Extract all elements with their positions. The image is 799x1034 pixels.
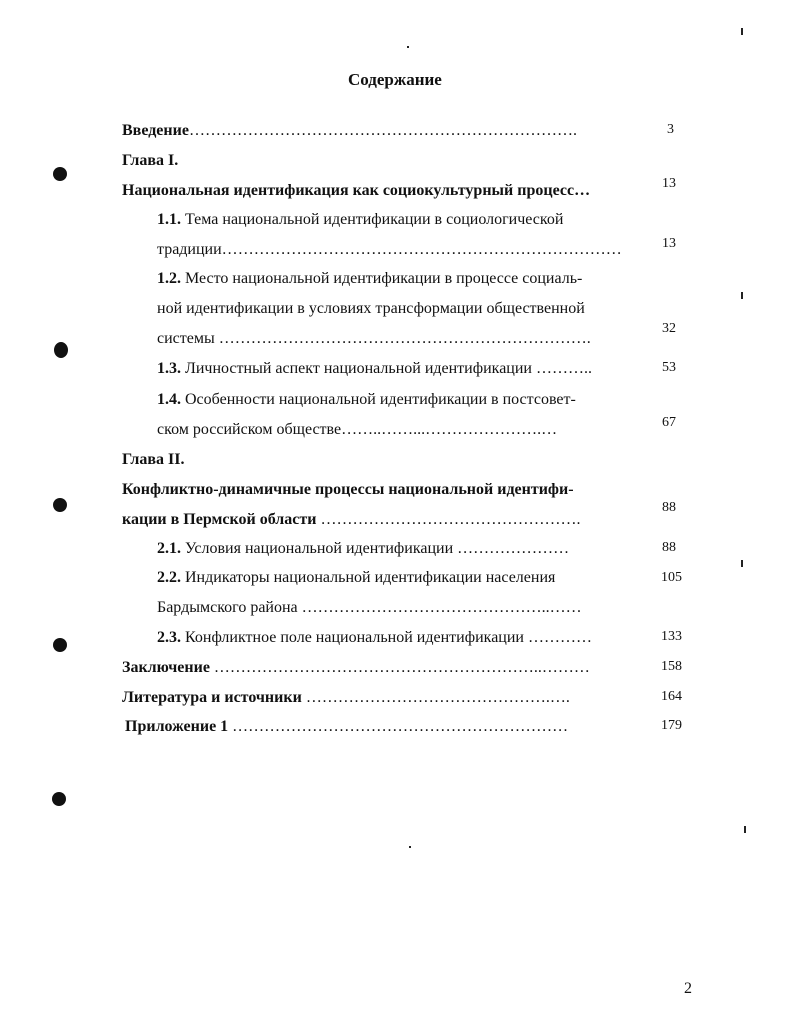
toc-leader: ……………………………………………………..………	[213, 659, 590, 676]
toc-entry-1-4[interactable]	[157, 391, 576, 409]
toc-entry-label: Личностный аспект национальной идентификации	[185, 360, 532, 377]
scan-speck	[741, 560, 743, 567]
toc-entry-label: Индикаторы национальной идентификации населения	[185, 569, 556, 586]
scan-speck	[741, 292, 743, 299]
toc-page-number: 88	[662, 500, 676, 515]
toc-page-number: 32	[662, 321, 676, 336]
toc-leader: ………………………………………..……	[301, 599, 582, 616]
toc-entry-label: Бардымского района	[157, 599, 298, 616]
toc-entry-label: Место национальной идентификации в процессе социаль-	[185, 270, 583, 287]
toc-page-number: 88	[662, 540, 676, 555]
toc-page-number: 67	[662, 415, 676, 430]
toc-entry-label: Особенности национальной идентификации в постсовет-	[185, 391, 576, 408]
toc-leader: ………………………………………………………	[232, 718, 569, 735]
toc-entry-label: традиции…	[157, 241, 238, 258]
page-title: Содержание	[348, 70, 442, 89]
toc-entry-intro[interactable]	[122, 122, 577, 140]
toc-section-number: 1.4.	[157, 391, 181, 408]
toc-entry-appendix[interactable]	[125, 718, 568, 736]
toc-leader: ………………………………………………………………	[237, 241, 622, 258]
toc-entry-continuation	[157, 330, 591, 348]
toc-leader: …………………	[457, 540, 570, 557]
punch-hole	[52, 792, 66, 806]
toc-page-number: 158	[661, 659, 682, 674]
toc-entry-chapter-2[interactable]: Конфликтно-динамичные процессы национальной идентифи-	[122, 481, 574, 498]
toc-entry-label: Конфликтное поле национальной идентификации	[185, 629, 524, 646]
toc-entry-label: Приложение 1	[125, 718, 229, 735]
toc-entry-conclusion[interactable]	[122, 659, 590, 677]
toc-leader: ………………………………………….	[320, 511, 581, 528]
punch-hole	[53, 167, 67, 181]
toc-leader: ………..	[535, 360, 592, 377]
toc-leader: ……..……...………………….…	[341, 421, 558, 438]
toc-entry-1-1[interactable]	[157, 211, 563, 229]
toc-chapter-heading: Глава I.	[122, 152, 179, 169]
toc-leader: …………	[527, 629, 592, 646]
toc-entry-2-1[interactable]	[157, 540, 569, 558]
toc-entry-chapter-1[interactable]: Национальная идентификация как социокультурный процесс…	[122, 182, 591, 199]
punch-hole	[53, 498, 67, 512]
toc-entry-1-3[interactable]	[157, 360, 592, 378]
punch-hole	[53, 638, 67, 652]
toc-section-number: 2.3.	[157, 629, 181, 646]
toc-leader: ……………………………………….….	[305, 689, 570, 706]
toc-entry-2-3[interactable]	[157, 629, 592, 647]
toc-section-number: 2.2.	[157, 569, 181, 586]
toc-page-number: 164	[661, 689, 682, 704]
toc-page-number: 179	[661, 718, 682, 733]
toc-entry-label: ском российском обществе	[157, 421, 342, 438]
toc-entry-continuation	[157, 599, 582, 617]
toc-leader: ……………………………………………………………….	[188, 122, 577, 139]
toc-entry-label: кации в Пермской области	[122, 511, 317, 528]
toc-entry-label: Литература и источники	[122, 689, 302, 706]
toc-page-number: 3	[667, 122, 674, 137]
toc-entry-label: Тема национальной идентификации в социологической	[185, 211, 564, 228]
toc-page-number: 53	[662, 360, 676, 375]
toc-entry-label: Условия национальной идентификации	[185, 540, 454, 557]
toc-section-number: 1.2.	[157, 270, 181, 287]
toc-page-number: 105	[661, 570, 682, 585]
scan-speck	[407, 46, 409, 48]
toc-section-number: 1.1.	[157, 211, 181, 228]
toc-page-number: 13	[662, 176, 676, 191]
toc-entry-continuation	[157, 241, 622, 259]
toc-entry-2-2[interactable]	[157, 569, 555, 587]
scan-speck	[741, 28, 743, 35]
toc-page-number: 13	[662, 236, 676, 251]
toc-leader: …………………………………………………………….	[218, 330, 591, 347]
toc-entry-continuation: ной идентификации в условиях трансформации общественной	[157, 300, 585, 317]
page-number: 2	[684, 980, 692, 997]
toc-entry-label: системы	[157, 330, 215, 347]
toc-entry-label: Заключение	[122, 659, 210, 676]
toc-chapter-heading: Глава II.	[122, 451, 185, 468]
toc-entry-continuation	[157, 421, 557, 439]
toc-entry-literature[interactable]	[122, 689, 570, 707]
toc-entry-continuation	[122, 511, 580, 529]
toc-entry-1-2[interactable]	[157, 270, 582, 288]
toc-entry-label: Введение	[122, 122, 189, 139]
scan-speck	[409, 846, 411, 848]
toc-section-number: 1.3.	[157, 360, 181, 377]
scan-speck	[744, 826, 746, 833]
toc-section-number: 2.1.	[157, 540, 181, 557]
toc-page-number: 133	[661, 629, 682, 644]
punch-hole	[54, 342, 68, 358]
